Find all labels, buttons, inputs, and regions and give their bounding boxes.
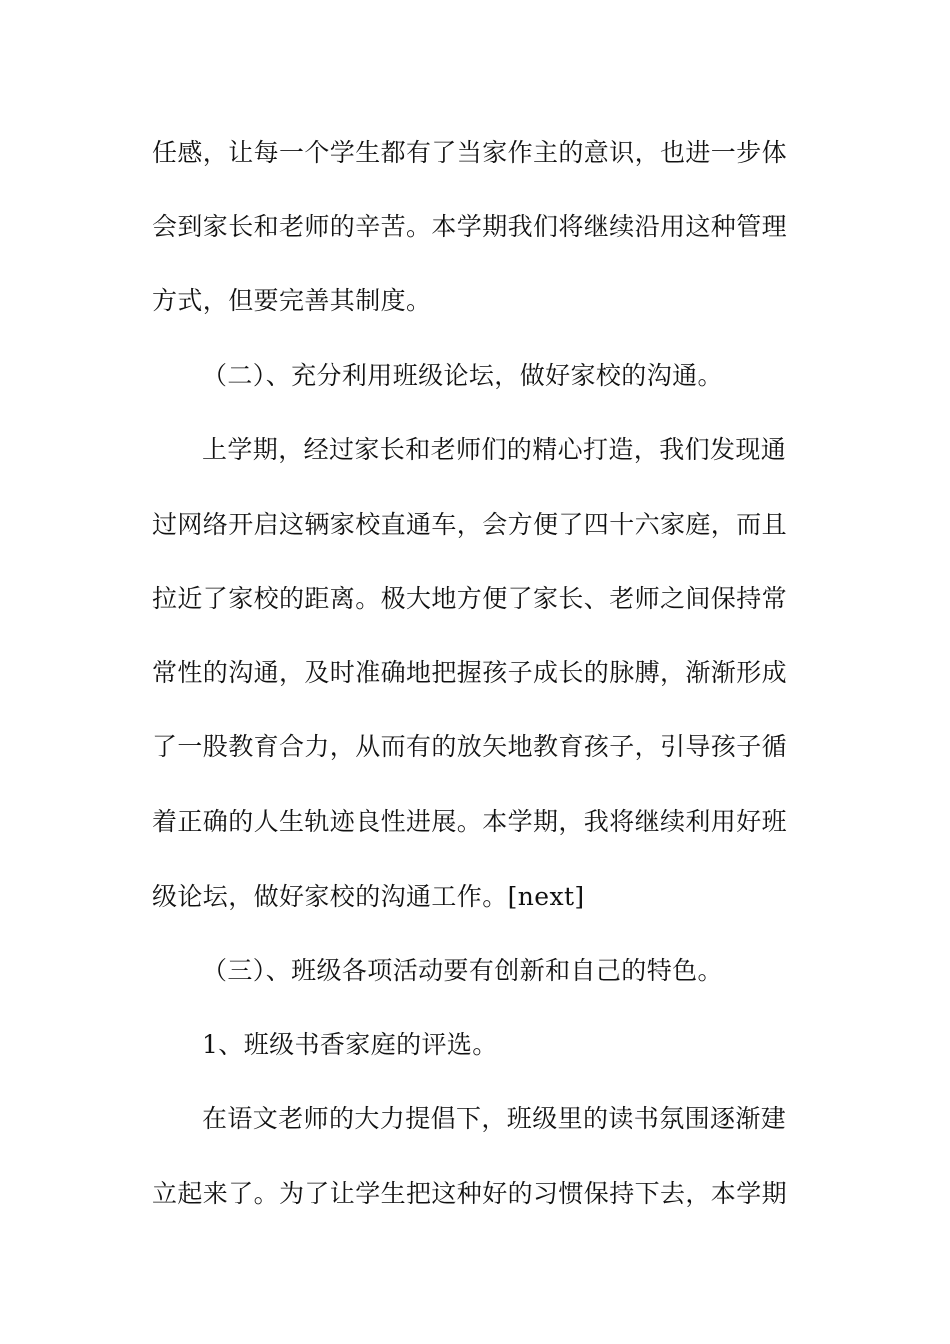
text-line: 拉近了家校的距离。极大地方便了家长、老师之间保持常 [152, 584, 788, 613]
text-line: 级论坛，做好家校的沟通工作。[next] [152, 882, 585, 911]
text-line: 过网络开启这辆家校直通车，会方便了四十六家庭，而且 [152, 510, 788, 539]
text-line: 立起来了。为了让学生把这种好的习惯保持下去，本学期 [152, 1179, 788, 1208]
text-line: 常性的沟通，及时准确地把握孩子成长的脉膊，渐渐形成 [152, 658, 788, 687]
section-heading: （三）、班级各项活动要有创新和自己的特色。 [202, 956, 723, 985]
paragraph-first-line: 在语文老师的大力提倡下，班级里的读书氛围逐渐建 [202, 1104, 787, 1133]
text-line: 任感，让每一个学生都有了当家作主的意识，也进一步体 [152, 138, 788, 167]
list-item: 1、班级书香家庭的评选。 [202, 1030, 498, 1059]
text-line: 会到家长和老师的辛苦。本学期我们将继续沿用这种管理 [152, 212, 788, 241]
text-line: 了一股教育合力，从而有的放矢地教育孩子，引导孩子循 [152, 732, 788, 761]
paragraph-first-line: 上学期，经过家长和老师们的精心打造，我们发现通 [202, 435, 787, 464]
text-line: 着正确的人生轨迹良性进展。本学期，我将继续利用好班 [152, 807, 788, 836]
section-heading: （二）、充分利用班级论坛，做好家校的沟通。 [202, 361, 723, 390]
text-line: 方式，但要完善其制度。 [152, 286, 432, 315]
